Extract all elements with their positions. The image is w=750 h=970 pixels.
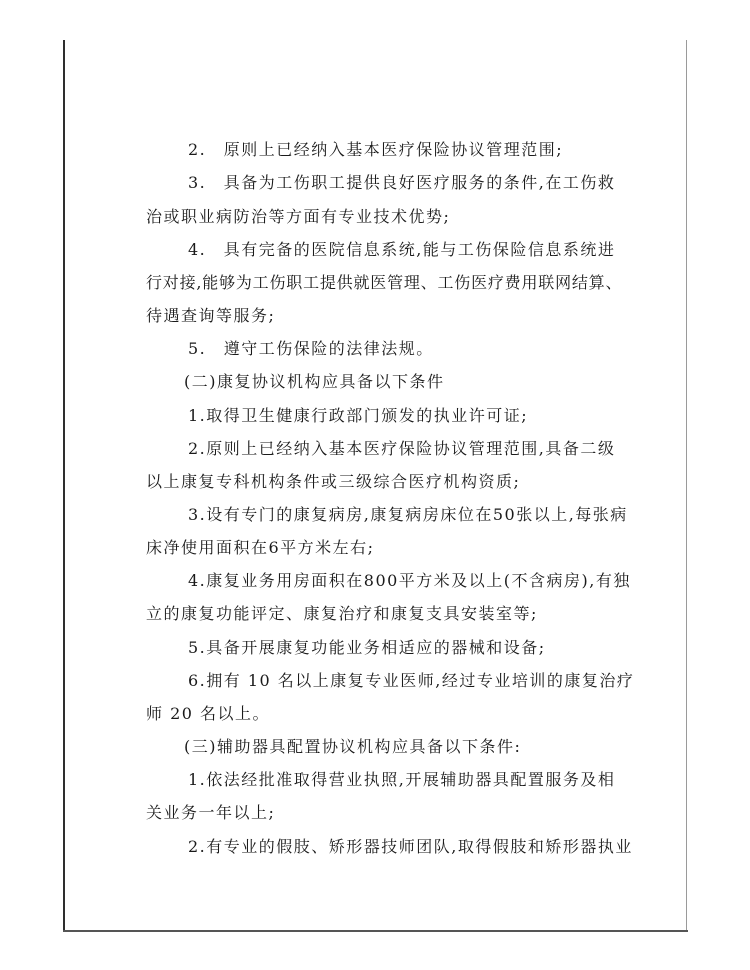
text-line: 行对接,能够为工伤职工提供就医管理、工伤医疗费用联网结算、 bbox=[146, 273, 623, 292]
text-line: 2.原则上已经纳入基本医疗保险协议管理范围,具备二级 bbox=[188, 439, 616, 458]
text-line: 2. 原则上已经纳入基本医疗保险协议管理范围; bbox=[188, 140, 564, 159]
page-right-edge bbox=[686, 40, 687, 930]
page-left-edge bbox=[63, 40, 65, 932]
text-line: 1.依法经批准取得营业执照,开展辅助器具配置服务及相 bbox=[188, 770, 616, 789]
text-line: 6.拥有 10 名以上康复专业医师,经过专业培训的康复治疗 bbox=[188, 671, 635, 690]
page-bottom-edge bbox=[63, 930, 688, 932]
text-line: 3. 具备为工伤职工提供良好医疗服务的条件,在工伤救 bbox=[188, 173, 616, 192]
text-line: 床净使用面积在6平方米左右; bbox=[146, 538, 375, 557]
text-line: 师 20 名以上。 bbox=[146, 704, 271, 723]
text-line: 关业务一年以上; bbox=[146, 803, 276, 822]
text-line: 2.有专业的假肢、矫形器技师团队,取得假肢和矫形器执业 bbox=[188, 837, 633, 856]
text-line: 4. 具有完备的医院信息系统,能与工伤保险信息系统进 bbox=[188, 240, 616, 259]
text-line: 以上康复专科机构条件或三级综合医疗机构资质; bbox=[146, 472, 521, 491]
text-line: 立的康复功能评定、康复治疗和康复支具安装室等; bbox=[146, 604, 538, 623]
text-line: 待遇查询等服务; bbox=[146, 306, 276, 325]
section-heading: (三)辅助器具配置协议机构应具备以下条件: bbox=[184, 737, 522, 756]
text-line: 5.具备开展康复功能业务相适应的器械和设备; bbox=[188, 638, 546, 657]
text-line: 5. 遵守工伤保险的法律法规。 bbox=[188, 339, 434, 358]
text-line: 3.设有专门的康复病房,康复病房床位在50张以上,每张病 bbox=[188, 505, 628, 524]
text-line: 1.取得卫生健康行政部门颁发的执业许可证; bbox=[188, 406, 529, 425]
text-line: 治或职业病防治等方面有专业技术优势; bbox=[146, 207, 451, 226]
section-heading: (二)康复协议机构应具备以下条件 bbox=[184, 372, 445, 391]
text-line: 4.康复业务用房面积在800平方米及以上(不含病房),有独 bbox=[188, 571, 631, 590]
